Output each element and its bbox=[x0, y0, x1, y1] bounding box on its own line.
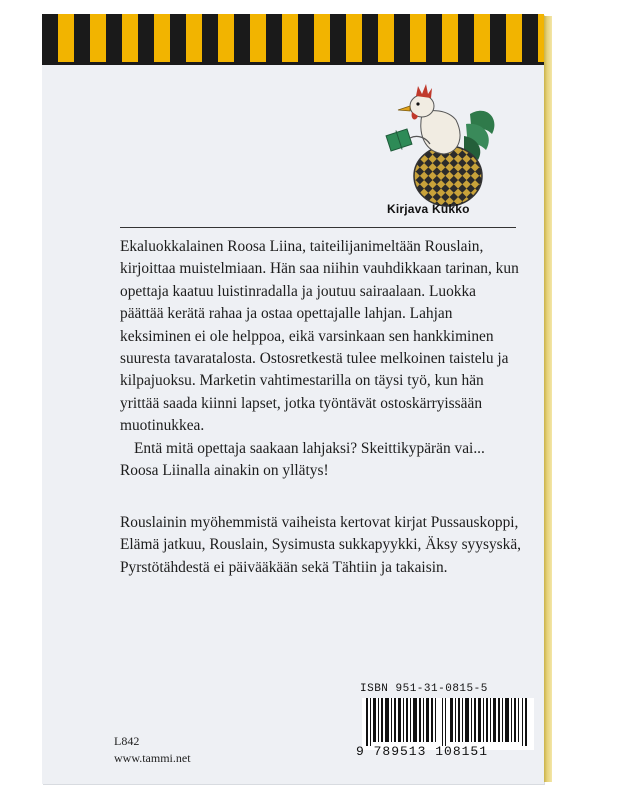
barcode-number: 9 789513 108151 bbox=[356, 744, 489, 759]
blurb-paragraph: Entä mitä opettaja saakaan lahjaksi? Skeittikypärän vai... Roosa Liinalla ainakin on yllätys! bbox=[120, 439, 485, 480]
back-cover bbox=[42, 14, 544, 784]
header-rule bbox=[120, 227, 516, 228]
barcode-icon bbox=[362, 698, 534, 750]
series-paragraph: Rouslainin myöhemmistä vaiheista kertovat kirjat Pussauskoppi, Elämä jatkuu, Rouslain, Sysimusta sukkapyykki, Äksy syysyskä, Pyrstötähdestä ei päivääkään sekä Tähtiin ja takaisin. bbox=[120, 514, 521, 576]
publisher-url: www.tammi.net bbox=[114, 751, 191, 765]
stripe-divider bbox=[42, 62, 544, 65]
rooster-reading-book-icon bbox=[352, 74, 502, 222]
blurb-paragraph: Ekaluokkalainen Roosa Liina, taiteilijanimeltään Rouslain, kirjoittaa muistelmiaan. Hän saa niihin vauhdikkaan tarinan, kun opettaja kaatuu luistinradalla ja joutuu sairaalaan. Luokka päättää kerätä rahaa ja ostaa opettajalle lahjan. Lahjan keksiminen ei ole helppoa, eikä varsinkaan sen hankkiminen suuresta tavaratalosta. Ostosretkestä tulee melkoinen taistelu ja kilpajuoksu. Marketin vahtimestarilla on täysi työ, kun hän yrittää saada kiinni lapset, jotka työntävät ostoskärryissään muotinukkea. bbox=[120, 238, 519, 435]
product-code: L842 bbox=[114, 734, 140, 748]
blurb-text bbox=[120, 236, 522, 482]
publisher-logo-label: Kirjava Kukko bbox=[387, 202, 470, 216]
checkered-stripe bbox=[42, 14, 544, 62]
isbn-label: ISBN 951-31-0815-5 bbox=[360, 683, 488, 695]
page-edge bbox=[544, 16, 552, 782]
